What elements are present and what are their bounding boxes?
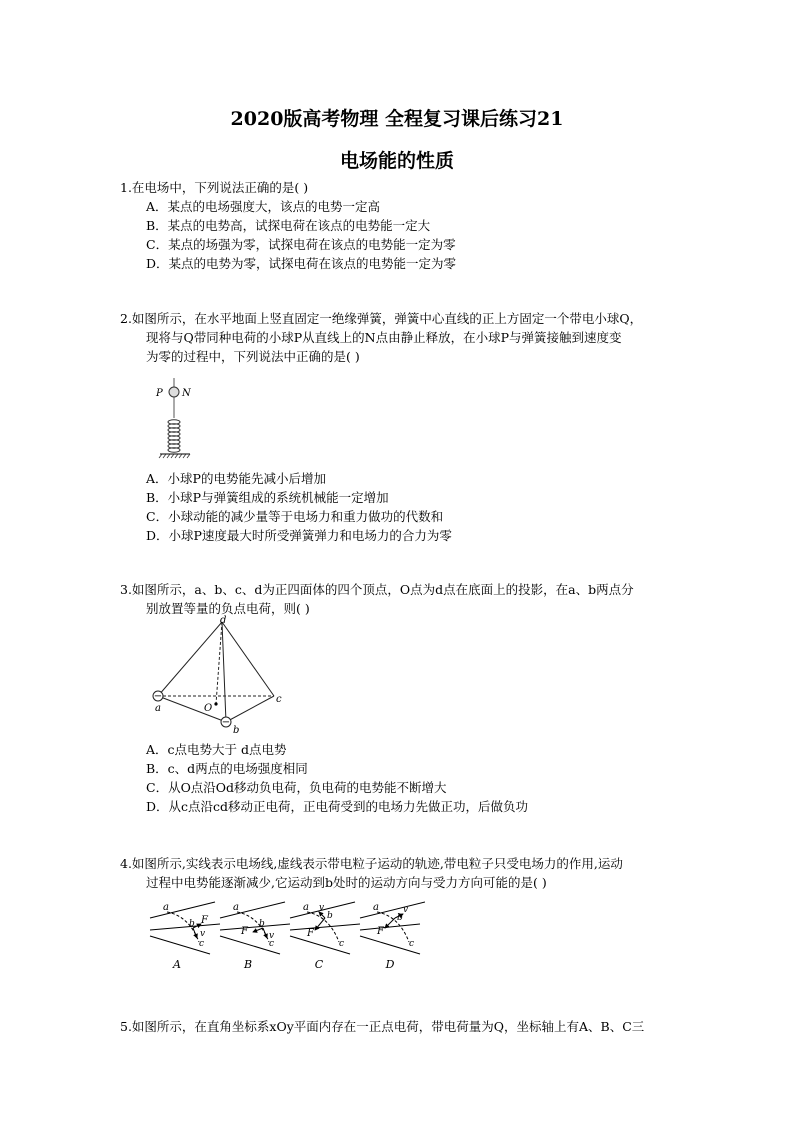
- panel-b-label-c: c: [269, 939, 275, 949]
- question-2-option-d: D．小球P速度最大时所受弹簧弹力和电场力的合力为零: [146, 528, 452, 543]
- panel-caption-b: B: [243, 958, 253, 971]
- point-label-o: O: [204, 703, 213, 714]
- panel-b-label-b: b: [259, 919, 265, 929]
- panel-a-label-v: v: [200, 929, 206, 939]
- question-2-option-b: B．小球P与弹簧组成的系统机械能一定增加: [146, 490, 389, 505]
- ball-p-icon: [169, 387, 179, 397]
- panel-c: [290, 902, 360, 954]
- question-1-stem: 1.在电场中，下列说法正确的是( ): [120, 180, 309, 195]
- question-3-options: [120, 740, 710, 816]
- panel-caption-c: C: [314, 958, 324, 971]
- tetrahedron-figure: [148, 614, 288, 738]
- question-2-options: [120, 469, 710, 545]
- panel-d: [360, 902, 425, 954]
- question-2-stem-line-2: 现将与Q带同种电荷的小球P从直线上的N点由静止释放，在小球P与弹簧接触到速度变: [146, 330, 622, 345]
- question-3-stem-line-2: 别放置等量的负点电荷，则( ): [146, 601, 310, 616]
- question-2-stem-line-3: 为零的过程中，下列说法中正确的是( ): [146, 349, 360, 364]
- vertex-label-b: b: [233, 725, 240, 736]
- vertex-label-a: a: [155, 703, 161, 714]
- panel-a: [150, 902, 220, 954]
- panel-c-label-b: b: [327, 911, 333, 921]
- spring-icon: [168, 420, 180, 452]
- question-5: [120, 1017, 710, 1036]
- question-3-option-b: B．c、d两点的电场强度相同: [146, 761, 308, 776]
- panel-caption-d: D: [385, 958, 395, 971]
- charge-a-sign: −: [153, 691, 163, 702]
- question-3-option-a: A．c点电势大于 d点电势: [146, 742, 287, 757]
- question-1: [120, 178, 710, 273]
- question-3-option-c: C．从O点沿Od移动负电荷，负电荷的电势能不断增大: [146, 780, 447, 795]
- question-2-option-a: A．小球P的电势能先减小后增加: [146, 471, 326, 486]
- question-4-stem-line-2: 过程中电势能逐渐减少,它运动到b处时的运动方向与受力方向可能的是( ): [146, 875, 547, 890]
- spring-ball-figure: [148, 378, 208, 470]
- question-1-option-a: A．某点的电场强度大，该点的电势一定高: [146, 199, 381, 214]
- ground-hatch: [159, 454, 190, 458]
- figure-label-p: P: [156, 388, 163, 399]
- panel-a-label-a: a: [163, 902, 169, 913]
- question-2-stem-line-1: 2.如图所示，在水平地面上竖直固定一绝缘弹簧，弹簧中心直线的正上方固定一个带电小球Q，: [120, 311, 643, 326]
- panel-d-label-v: v: [403, 905, 409, 915]
- vertex-label-d: d: [220, 615, 227, 626]
- figure-label-n: N: [182, 388, 191, 399]
- question-3-stem-line-1: 3.如图所示，a、b、c、d为正四面体的四个顶点，O点为d点在底面上的投影，在a、b两点分: [120, 582, 634, 597]
- panel-a-label-f: F: [201, 915, 208, 926]
- panel-d-label-b: b: [397, 913, 403, 923]
- question-5-stem-line-1: 5.如图所示，在直角坐标系xOy平面内存在一正点电荷，带电荷量为Q，坐标轴上有A、B、C三: [120, 1019, 645, 1034]
- panel-a-label-b: b: [189, 919, 195, 929]
- question-1-option-c: C．某点的场强为零，试探电荷在该点的电势能一定为零: [146, 237, 456, 252]
- field-lines-figure: [145, 896, 425, 972]
- panel-c-label-v: v: [319, 903, 325, 913]
- panel-d-label-f: F: [377, 926, 384, 937]
- panel-d-label-c: c: [409, 939, 415, 949]
- panel-b: [220, 902, 290, 954]
- panel-d-label-a: a: [373, 902, 379, 913]
- panel-c-label-a: a: [303, 902, 309, 913]
- point-o-icon: [214, 702, 217, 705]
- panel-b-label-a: a: [233, 902, 239, 913]
- question-3: [120, 580, 710, 618]
- vertex-label-c: c: [276, 694, 282, 705]
- panel-c-label-f: F: [307, 928, 314, 939]
- question-2-option-c: C．小球动能的减少量等于电场力和重力做功的代数和: [146, 509, 444, 524]
- question-3-option-d: D．从c点沿cd移动正电荷，正电荷受到的电场力先做正功，后做负功: [146, 799, 529, 814]
- panel-b-label-v: v: [269, 931, 275, 941]
- question-4-stem-line-1: 4.如图所示,实线表示电场线,虚线表示带电粒子运动的轨迹,带电粒子只受电场力的作用,运动: [120, 856, 623, 871]
- document-subtitle: 电场能的性质: [339, 150, 454, 172]
- panel-c-label-c: c: [339, 939, 345, 949]
- question-1-option-d: D．某点的电势为零，试探电荷在该点的电势能一定为零: [146, 256, 457, 271]
- panel-b-label-f: F: [241, 926, 248, 937]
- panel-a-label-c: c: [199, 939, 205, 949]
- question-1-option-b: B．某点的电势高，试探电荷在该点的电势能一定大: [146, 218, 431, 233]
- question-4: [120, 854, 710, 892]
- panel-caption-a: A: [173, 958, 181, 971]
- question-2: [120, 309, 710, 366]
- charge-b-sign: −: [221, 717, 231, 728]
- document-title: 2020版高考物理 全程复习课后练习21: [230, 108, 564, 130]
